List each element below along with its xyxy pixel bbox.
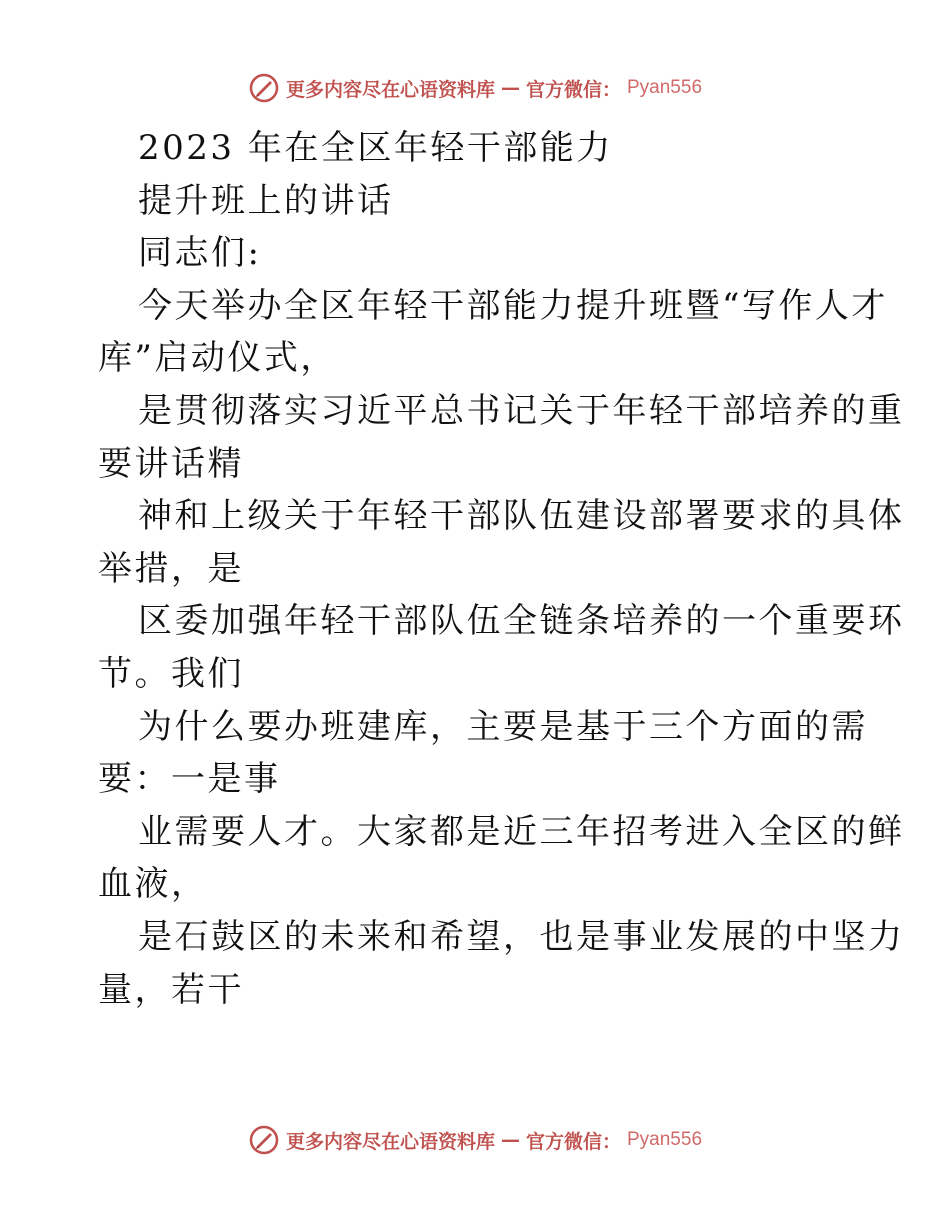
text-line: 区委加强年轻干部队伍全链条培养的一个重要环 bbox=[138, 601, 905, 642]
watermark-dash: — bbox=[500, 1129, 520, 1151]
document-body bbox=[98, 122, 905, 1016]
text-line: 是石鼓区的未来和希望，也是事业发展的中坚力 bbox=[138, 916, 905, 957]
header-watermark bbox=[0, 72, 950, 104]
watermark-label: 官方微信： bbox=[525, 1130, 621, 1153]
text-line: 要：一是事 bbox=[98, 759, 281, 800]
watermark-text: 更多内容尽在心语资料库 bbox=[285, 78, 495, 101]
text-line: 量，若干 bbox=[98, 969, 244, 1010]
text-line: 同志们: bbox=[138, 233, 262, 274]
footer-watermark bbox=[0, 1124, 950, 1156]
text-line: 今天举办全区年轻干部能力提升班暨“写作人才 bbox=[138, 285, 888, 326]
text-line: 为什么要办班建库，主要是基于三个方面的需 bbox=[138, 706, 868, 747]
watermark-text: 更多内容尽在心语资料库 bbox=[285, 1130, 495, 1153]
watermark-label: 官方微信： bbox=[525, 78, 621, 101]
text-line: 库”启动仪式， bbox=[98, 338, 337, 379]
text-line: 血液， bbox=[98, 864, 208, 905]
watermark-dash: — bbox=[500, 77, 520, 99]
text-line: 举措，是 bbox=[98, 548, 244, 589]
text-line: 提升班上的讲话 bbox=[138, 180, 394, 221]
text-line: 节。我们 bbox=[98, 653, 244, 694]
quill-logo-icon bbox=[248, 72, 280, 104]
watermark-account: Pyan556 bbox=[627, 1129, 703, 1150]
text-line: 是贯彻落实习近平总书记关于年轻干部培养的重 bbox=[138, 390, 905, 431]
text-line: 要讲话精 bbox=[98, 443, 244, 484]
text-line: 业需要人才。大家都是近三年招考进入全区的鲜 bbox=[138, 811, 905, 852]
text-line: 神和上级关于年轻干部队伍建设部署要求的具体 bbox=[138, 496, 905, 537]
quill-logo-icon bbox=[248, 1124, 280, 1156]
text-line: 2023 年在全区年轻干部能力 bbox=[138, 128, 613, 168]
watermark-account: Pyan556 bbox=[627, 77, 703, 98]
